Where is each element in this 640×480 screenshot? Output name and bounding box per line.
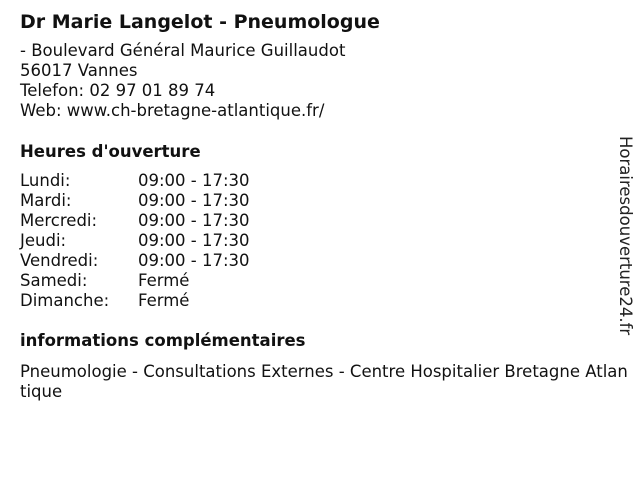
web-line: Web: www.ch-bretagne-atlantique.fr/ xyxy=(20,101,325,120)
hours-row-lundi xyxy=(20,171,620,191)
page-title: Dr Marie Langelot - Pneumologue xyxy=(20,11,380,33)
hours-row-samedi xyxy=(20,271,620,291)
day-label: Mardi: xyxy=(20,191,72,210)
address-line: - Boulevard Général Maurice Guillaudot xyxy=(20,41,346,60)
site-watermark: Horairesdouverture24.fr xyxy=(616,136,635,336)
hours-row-mercredi xyxy=(20,211,620,231)
time-value: 09:00 - 17:30 xyxy=(138,251,250,270)
day-label: Lundi: xyxy=(20,171,71,190)
day-label: Jeudi: xyxy=(20,231,67,250)
hours-row-vendredi xyxy=(20,251,620,271)
hours-row-mardi xyxy=(20,191,620,211)
time-value: 09:00 - 17:30 xyxy=(138,171,250,190)
hours-table xyxy=(20,171,620,311)
city-line: 56017 Vannes xyxy=(20,61,138,80)
phone-line: Telefon: 02 97 01 89 74 xyxy=(20,81,216,100)
day-label: Mercredi: xyxy=(20,211,98,230)
day-label: Samedi: xyxy=(20,271,88,290)
hours-heading: Heures d'ouverture xyxy=(20,142,201,161)
time-value: Fermé xyxy=(138,271,190,290)
day-label: Dimanche: xyxy=(20,291,110,310)
hours-row-jeudi xyxy=(20,231,620,251)
time-value: 09:00 - 17:30 xyxy=(138,231,250,250)
hours-row-dimanche xyxy=(20,291,620,311)
day-label: Vendredi: xyxy=(20,251,99,270)
info-heading: informations complémentaires xyxy=(20,331,306,350)
time-value: 09:00 - 17:30 xyxy=(138,191,250,210)
time-value: 09:00 - 17:30 xyxy=(138,211,250,230)
info-text: Pneumologie - Consultations Externes - Centre Hospitalier Bretagne Atlantique xyxy=(20,362,628,401)
time-value: Fermé xyxy=(138,291,190,310)
